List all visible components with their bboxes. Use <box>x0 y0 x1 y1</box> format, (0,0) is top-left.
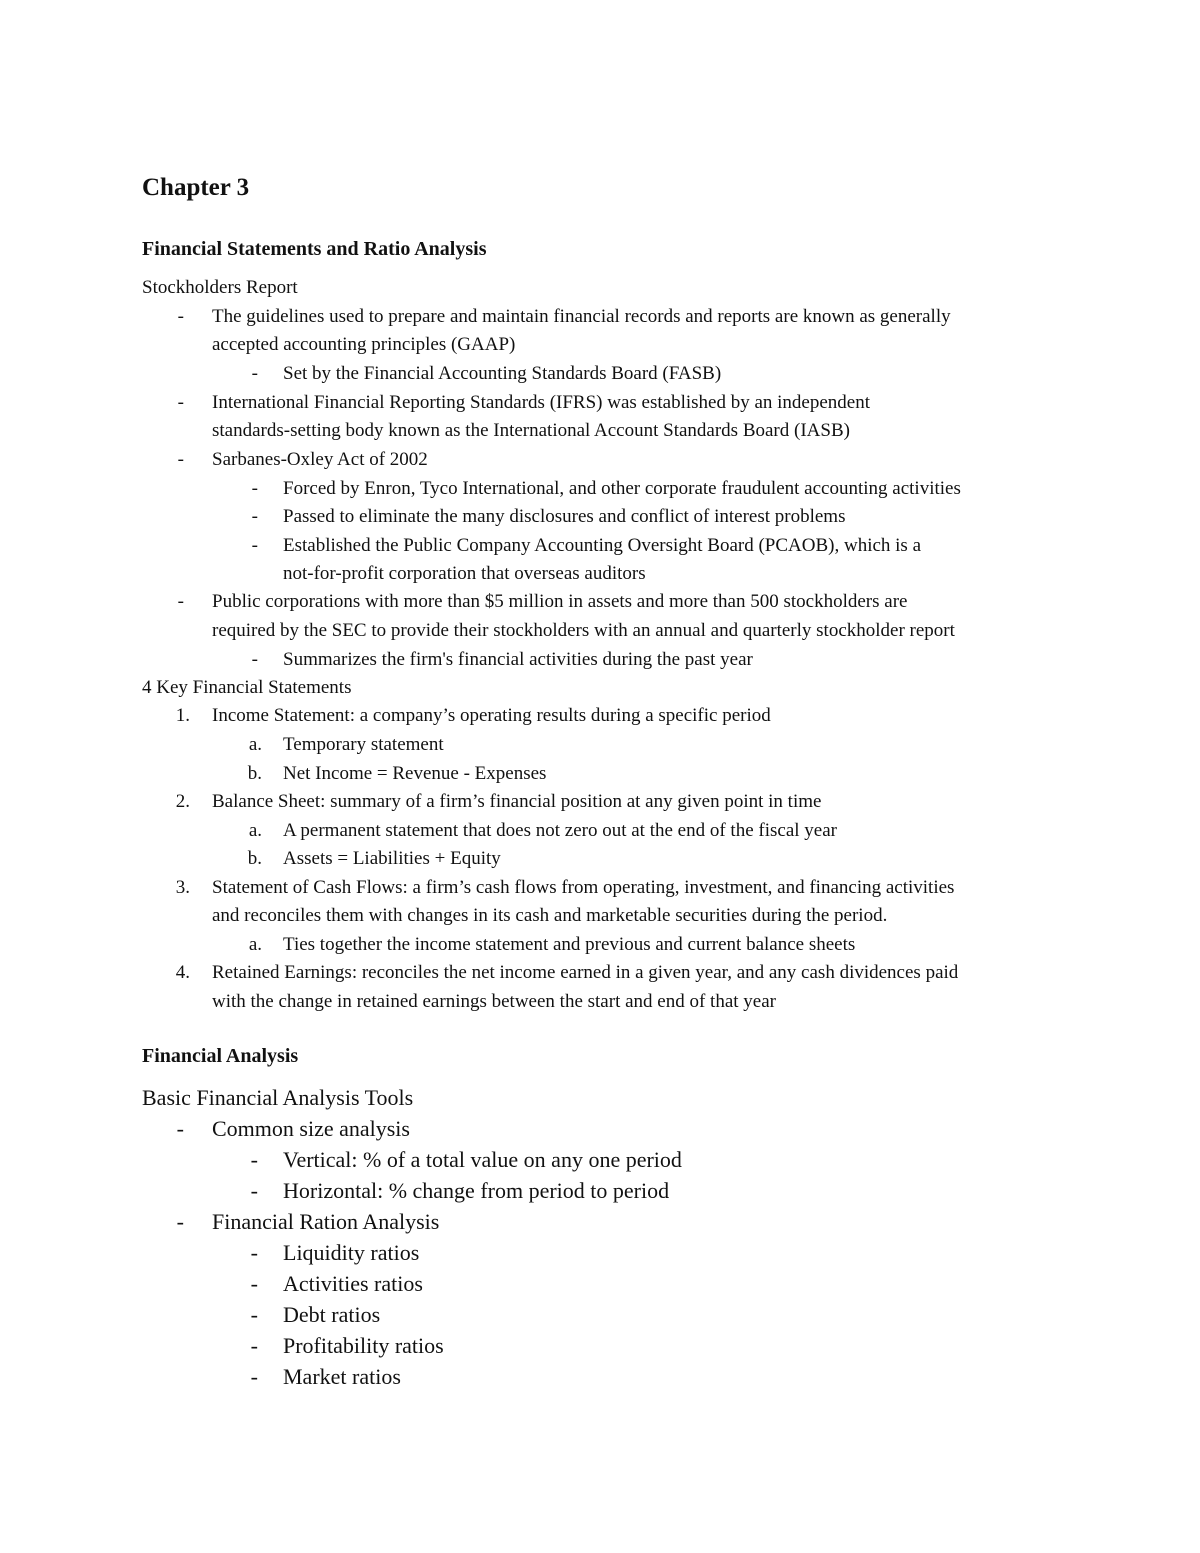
bullet-dash: - <box>177 591 184 612</box>
item-letter: a. <box>248 734 262 755</box>
bullet-dash: - <box>250 1302 258 1327</box>
section-heading-statements: Financial Statements and Ratio Analysis <box>142 238 487 260</box>
chapter-title: Chapter 3 <box>142 174 250 201</box>
bullet-dash: - <box>177 449 184 470</box>
subheading-stockholders-report: Stockholders Report <box>142 277 298 298</box>
bullet-dash: - <box>177 306 184 327</box>
document-page: Chapter 3 Financial Statements and Ratio Analysis Stockholders Report - The guidelines used to prepare and maintain financial records and reports are known as generally accepted accounting principles (GAAP) - Set by the Financial Accounting Standards Board (FASB) - International Financial Reporting Standards (IFRS) was established by an independent standards-setting body known as the International Account Standards Board (IASB) - Sarbanes-Oxley Act of 2002 - Forced by Enron, Tyco International, and other corporate fraudulent accounting activities - Passed to eliminate the many disclosures and conflict of interest problems - Established the Public Company Accounting Oversight Board (PCAOB), which is a not-for-profit corporation that overseas auditors - Public corporations with more than $5 million in assets and more than 500 stockholders are required by the SEC to provide their stockholders with an annual and quarterly stockholder report - Summarizes the firm's financial activities during the past year 4 Key Financial Statements 1. Income Statement: a company’s operating results during a specific period a. Temporary statement b. Net Income = Revenue - Expenses 2. Balance Sheet: summary of a firm’s financial position at any given point in time a. A permanent statement that does not zero out at the end of the fiscal year b. Assets = Liabilities + Equity 3. Statement of Cash Flows: a firm’s cash flows from operating, investment, and financing activities and reconciles them with changes in its cash and marketable securities during the period. a. Ties together the income statement and previous and current balance sheets 4. Retained Earnings: reconciles the net income earned in a given year, and any cash dividences paid with the change in retained earnings between the start and end of that year Financial Analysis Basic Financial Analysis Tools - Common size analysis - Vertical: % of a total value on any one period - Horizontal: % change from period to period - Financial Ration Analysis - Liquidity ratios - Activities ratios - Debt ratios - Profitability ratios - Market ratios <box>0 0 1200 1553</box>
item-number: 1. <box>175 705 190 726</box>
item-number: 3. <box>175 877 190 898</box>
item-letter: b. <box>247 848 262 869</box>
bullet-dash: - <box>176 1209 184 1234</box>
item-letter: a. <box>248 934 262 955</box>
item-number: 4. <box>175 962 190 983</box>
subheading-analysis-tools: Basic Financial Analysis Tools <box>142 1085 414 1110</box>
bullet-dash: - <box>251 535 258 556</box>
item-letter: b. <box>247 763 262 784</box>
bullet-dash: - <box>177 392 184 413</box>
section-heading-financial-analysis: Financial Analysis <box>142 1045 299 1067</box>
bullet-dash: - <box>251 363 258 384</box>
bullet-dash: - <box>251 506 258 527</box>
bullet-dash: - <box>251 649 258 670</box>
bullet-dash: - <box>250 1178 258 1203</box>
bullet-dash: - <box>250 1147 258 1172</box>
bullet-dash: - <box>250 1364 258 1389</box>
bullet-dash: - <box>250 1271 258 1296</box>
item-letter: a. <box>248 820 262 841</box>
bullet-dash: - <box>250 1333 258 1358</box>
bullet-dash: - <box>176 1116 184 1141</box>
item-number: 2. <box>175 791 190 812</box>
subheading-key-statements: 4 Key Financial Statements <box>142 677 352 698</box>
bullet-dash: - <box>250 1240 258 1265</box>
bullet-dash: - <box>251 478 258 499</box>
